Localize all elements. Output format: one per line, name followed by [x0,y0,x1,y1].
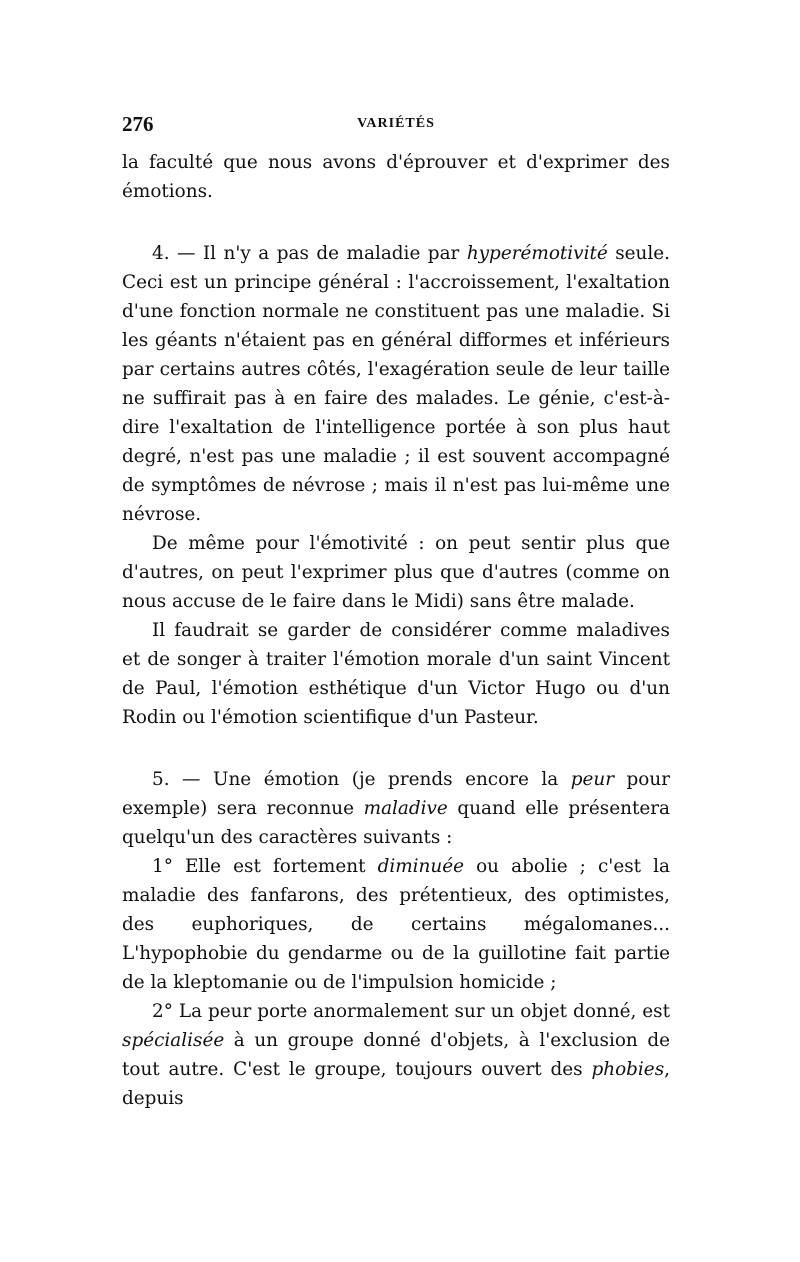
italic-term: diminuée [377,856,465,877]
running-title: VARIÉTÉS [357,116,435,131]
italic-term: spécialisée [122,1030,225,1051]
paragraph [122,997,670,1113]
paragraph [122,616,670,732]
paragraph [122,239,670,529]
italic-term: hyperémotivité [466,243,608,264]
text-run: ou abolie ; c'est la maladie des fanfarons, des prétentieux, des optimistes, des euphoriques, de certains mégalomanes... L'hypophobie du gendarme ou de la guillotine fait partie de la kleptomanie ou de l'impulsion homicide ; [122,856,670,993]
text-run: la faculté que nous avons d'éprouver et d'exprimer des émotions. [122,152,670,202]
italic-term: phobies [591,1059,665,1080]
text-run: quand elle présentera quelqu'un des caractères suivants : [122,798,670,848]
paragraph [122,148,670,206]
page-number: 276 [122,112,154,136]
italic-term: peur [570,769,614,790]
text-run: 5. — Une émotion (je prends encore la [152,769,571,790]
book-page [122,112,670,1113]
paragraph [122,529,670,616]
text-run: Il faudrait se garder de considérer comme maladives et de songer à traiter l'émotion morale d'un saint Vincent de Paul, l'émotion esthétique d'un Victor Hugo ou d'un Rodin ou l'émotion scientifique d'un Pasteur. [122,620,670,728]
text-run: 1° Elle est fortement [152,856,378,877]
text-run: 2° La peur porte anormalement sur un objet donné, est [152,1001,670,1022]
text-run: pour exemple) sera reconnue [122,769,670,819]
paragraph [122,765,670,852]
italic-term: maladive [363,798,448,819]
text-run: , depuis [122,1059,670,1109]
page-header [122,112,670,142]
text-run: à un groupe donné d'objets, à l'exclusion de tout autre. C'est le groupe, toujours ouvert des [122,1030,670,1080]
text-run: De même pour l'émotivité : on peut sentir plus que d'autres, on peut l'exprimer plus que d'autres (comme on nous accuse de le faire dans le Midi) sans être malade. [122,533,670,612]
text-run: seule. Ceci est un principe général : l'accroissement, l'exaltation d'une fonction normale ne constituent pas une maladie. Si les géants n'étaient pas en général difformes et inférieurs par certains autres côtés, l'exagération seule de leur taille ne suffirait pas à en faire des malades. Le génie, c'est-à-dire l'exaltation de l'intelligence portée à son plus haut degré, n'est pas une maladie ; il est souvent accompagné de symptômes de névrose ; mais il n'est pas lui-même une névrose. [122,243,670,525]
paragraph [122,852,670,997]
text-run: 4. — Il n'y a pas de maladie par [152,243,467,264]
body-text [122,148,670,1113]
